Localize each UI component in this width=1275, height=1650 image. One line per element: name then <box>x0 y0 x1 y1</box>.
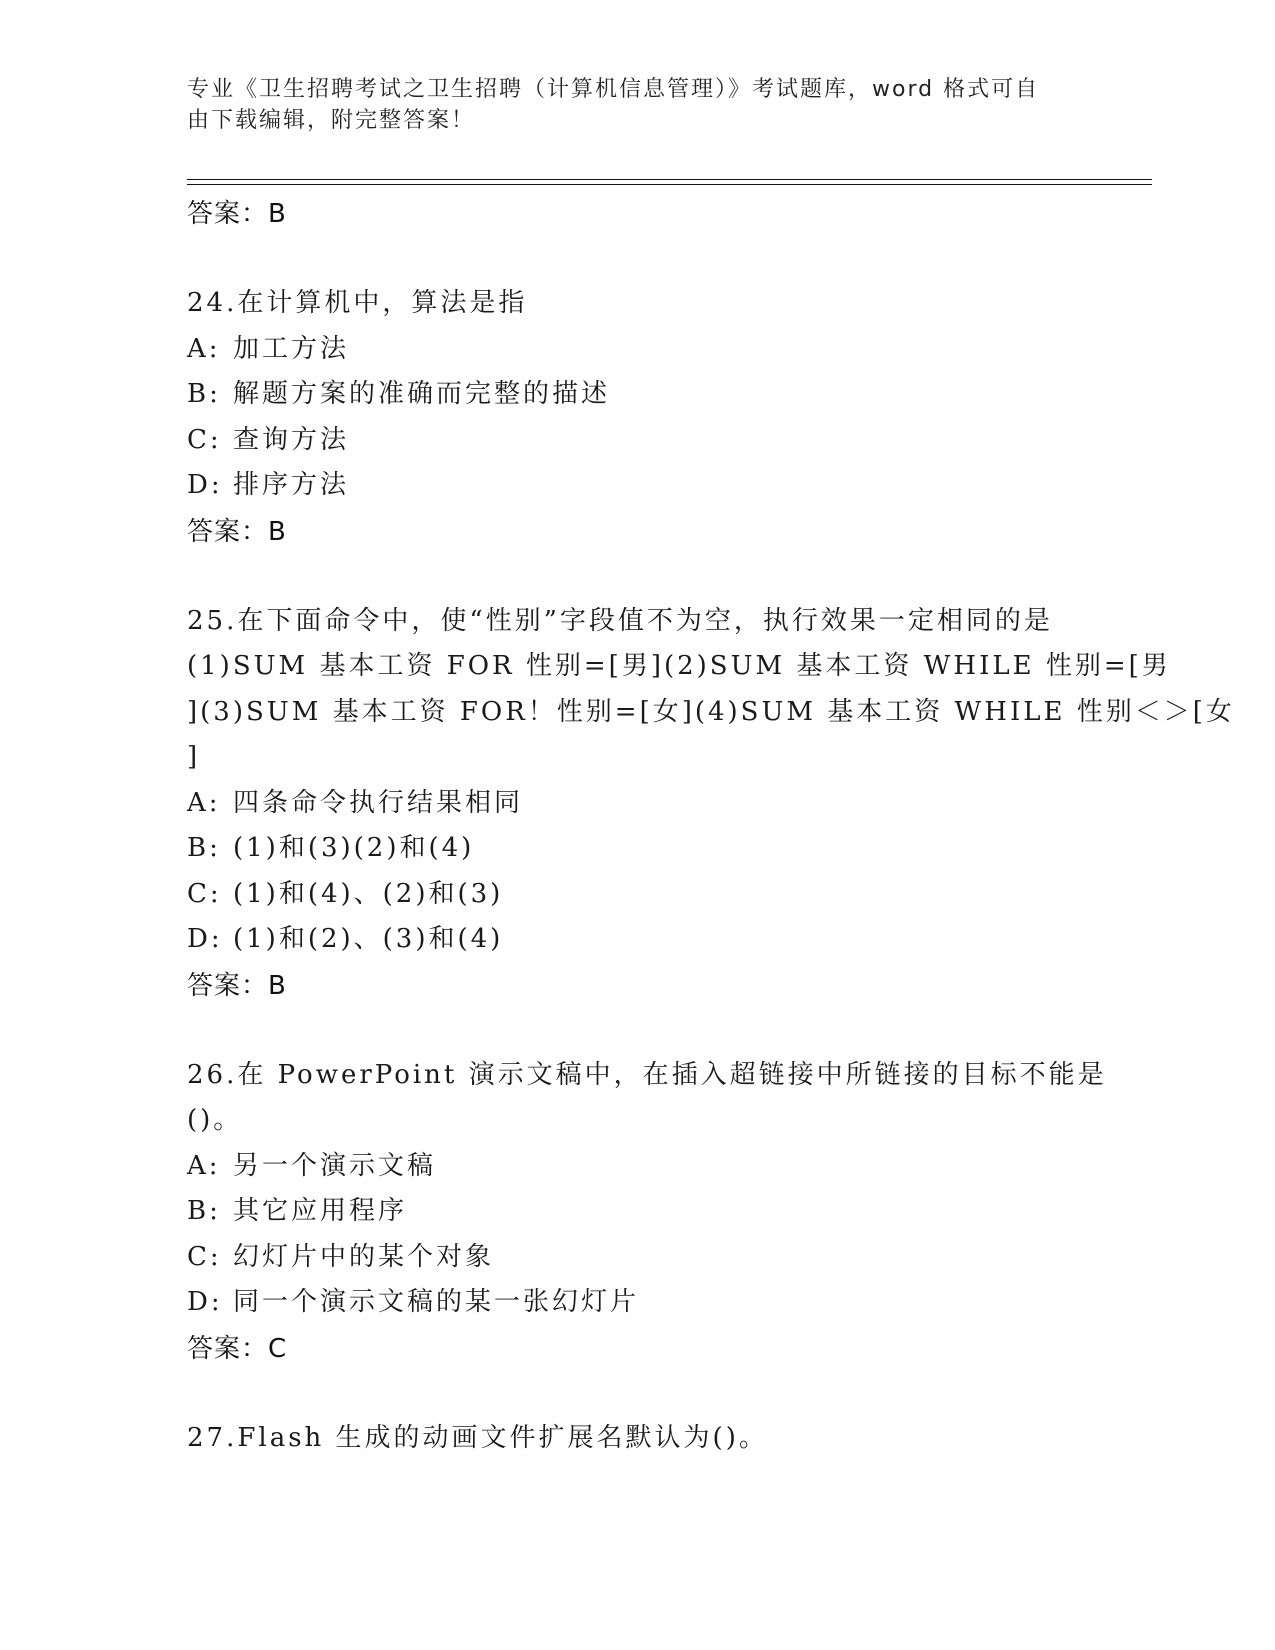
option-text: (1)和(2)、(3)和(4) <box>233 924 504 954</box>
option-d <box>187 1280 1087 1326</box>
option-label: B: <box>187 833 221 863</box>
option-text: 解题方案的准确而完整的描述 <box>233 379 611 409</box>
question-text: ](3)SUM 基本工资 FOR！性别=[女](4)SUM 基本工资 WHILE 性别＜＞[女 <box>187 696 1235 727</box>
option-b <box>187 372 1087 418</box>
question-text: 24.在计算机中，算法是指 <box>187 288 528 318</box>
answer-line: 答案：C <box>187 1333 288 1364</box>
option-text: 四条命令执行结果相同 <box>233 787 524 818</box>
option-label: B: <box>187 1196 221 1226</box>
question-list <box>187 191 1235 1461</box>
question-text: ] <box>187 742 201 772</box>
question-text: 25.在下面命令中，使“性别”字段值不为空，执行效果一定相同的是 <box>187 605 1053 636</box>
option-label: D: <box>187 470 223 500</box>
header-line-2: 由下载编辑，附完整答案！ <box>187 108 476 133</box>
option-text: (1)和(3)(2)和(4) <box>233 833 475 863</box>
option-label: C: <box>187 424 222 455</box>
answer-line: 答案：B <box>187 516 287 547</box>
option-a <box>187 327 1087 373</box>
option-c <box>187 418 1087 464</box>
option-text: 加工方法 <box>233 333 350 364</box>
header-line-1: 专业《卫生招聘考试之卫生招聘（计算机信息管理）》考试题库，word 格式可自 <box>187 77 1040 102</box>
option-text: 查询方法 <box>233 424 350 455</box>
question-text: 27.Flash 生成的动画文件扩展名默认为()。 <box>187 1422 768 1453</box>
option-label: D: <box>187 924 223 954</box>
option-text: 同一个演示文稿的某一张幻灯片 <box>233 1287 640 1317</box>
option-label: C: <box>187 1241 222 1272</box>
header-divider-bottom <box>187 184 1152 185</box>
option-label: A: <box>187 787 221 818</box>
option-text: 幻灯片中的某个对象 <box>233 1241 495 1272</box>
option-label: D: <box>187 1287 223 1317</box>
option-d <box>187 917 1087 963</box>
option-d <box>187 463 1087 509</box>
option-text: (1)和(4)、(2)和(3) <box>233 878 504 909</box>
question-block <box>187 1416 1087 1462</box>
question-block <box>187 1053 1107 1372</box>
option-a <box>187 781 1087 827</box>
spacer <box>187 555 1087 599</box>
option-text: 另一个演示文稿 <box>233 1150 437 1181</box>
option-label: A: <box>187 333 221 364</box>
option-b <box>187 826 1087 872</box>
question-text: 26.在 PowerPoint 演示文稿中，在插入超链接中所链接的目标不能是 <box>187 1059 1107 1090</box>
option-label: C: <box>187 878 222 909</box>
document-header <box>187 74 1067 136</box>
option-label: A: <box>187 1150 221 1181</box>
option-a <box>187 1144 1087 1190</box>
option-text: 排序方法 <box>233 470 350 500</box>
spacer <box>187 237 1087 281</box>
question-text: (1)SUM 基本工资 FOR 性别=[男](2)SUM 基本工资 WHILE 性别=[男 <box>187 651 1171 681</box>
option-b <box>187 1189 1087 1235</box>
option-c <box>187 1235 1087 1281</box>
question-text: ()。 <box>187 1105 243 1135</box>
question-block <box>187 281 1087 555</box>
option-c <box>187 872 1087 918</box>
spacer <box>187 1009 1087 1053</box>
answer-line: 答案：B <box>187 970 287 1001</box>
header-divider-top <box>187 179 1152 180</box>
answer-line: 答案：B <box>187 199 287 229</box>
option-text: 其它应用程序 <box>233 1196 408 1226</box>
question-block <box>187 599 1235 1009</box>
spacer <box>187 1372 1087 1416</box>
option-label: B: <box>187 379 221 409</box>
